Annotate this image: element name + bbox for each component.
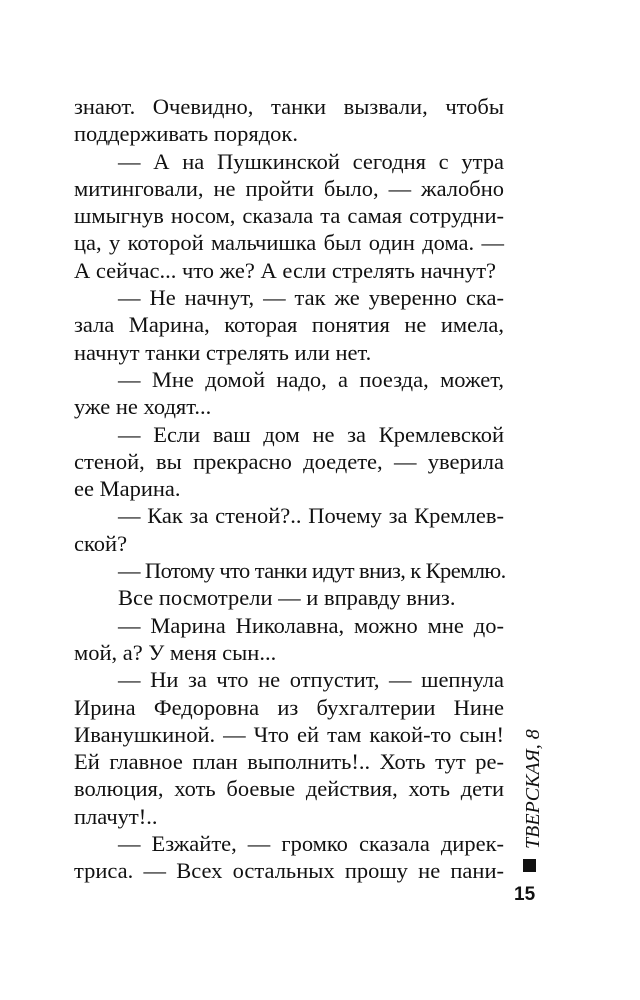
text-line: — Как за стеной?.. Почему за Кремлев- [118,503,504,529]
text-line: знают. Очевидно, танки вызвали, чтобы [74,94,504,119]
page-number: 15 [514,884,536,905]
text-line: А сейчас... что же? А если стрелять начнут? [74,257,497,283]
text-line: триса. — Всех остальных прошу не пани- [74,858,504,884]
text-line: ца, у которой мальчишка был один дома. — [74,230,504,256]
text-line: поддерживать порядок. [74,121,298,147]
text-line: ее Марина. [74,476,181,502]
running-head-title: ТВЕРСКАЯ, 8 [522,729,544,849]
text-line: — А на Пушкинской сегодня с утра [118,148,504,174]
text-line: плачут!.. [74,803,158,829]
text-line: митинговали, не пройти было, — жалобно [74,175,504,201]
text-line: мой, а? У меня сын... [74,639,277,665]
text-line: Иванушкиной. — Что ей там какой-то сын! [74,721,504,747]
text-line: — Потому что танки идут вниз, к Кремлю. [118,558,506,584]
text-line: — Если ваш дом не за Кремлевской [118,421,504,447]
text-line: Ирина Федоровна из бухгалтерии Нине [74,694,504,720]
text-line: Ей главное план выполнить!.. Хоть тут ре- [74,749,504,775]
text-line: ской? [74,530,128,556]
text-line: уже не ходят... [74,394,212,420]
text-line: — Мне домой надо, а поезда, может, [118,366,504,392]
text-line: шмыгнув носом, сказала та самая сотрудни- [74,203,504,229]
text-line: начнут танки стрелять или нет. [74,339,372,365]
text-line: — Ни за что не отпустит, — шепнула [118,667,504,693]
body-text [74,93,504,885]
text-line: волюция, хоть боевые действия, хоть дети [74,776,504,802]
text-line: — Марина Николавна, можно мне до- [118,612,504,638]
text-line: стеной, вы прекрасно доедете, — уверила [74,448,504,474]
text-line: зала Марина, которая понятия не имела, [74,312,504,338]
text-line: — Езжайте, — громко сказала дирек- [118,831,504,857]
text-line: Все посмотрели — и вправду вниз. [118,585,456,611]
running-head-square-mark [523,859,536,872]
text-line: — Не начнут, — так же уверенно ска- [118,285,504,311]
running-head [518,729,548,877]
